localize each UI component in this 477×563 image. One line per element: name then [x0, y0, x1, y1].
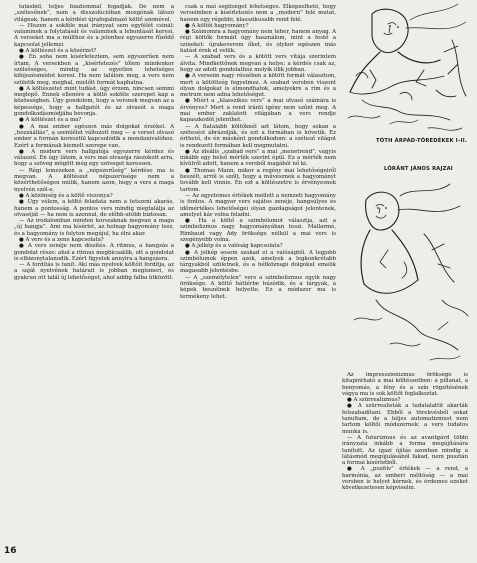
paragraph: ● Thomas Mann, mikor a regény mai lehetőségeiről beszélt, arról is szólt, hogy a művésznek a hagyományt tovább kell vinnie. Én ezt a költészetre is érvényesnek tartom.	[180, 167, 336, 193]
paragraph: ● Az ideális „szabad vers” a mai „menetrend”, vagyis inkább egy belső mérték szerint épül. Ez a mérték nem kívülről adott, hanem a versből magából nő ki.	[180, 148, 336, 168]
paragraph: ● Számomra a hagyomány nem teher, hanem anyag. A régi költők formáit úgy használom, mint a festő a színeket: újrakeverem őket, és olykor egészen más hatást érek el velük.	[180, 29, 336, 55]
paragraph: — A fiatalabb költőknél azt látom, hogy sokan a szétesést ábrázolják, és ezt a formában is követik. Ez érthető, de én másként gondolkodom: a széteső világot is rendezett formában kell megmutatni.	[180, 123, 336, 149]
paragraph: — A fordítás is tanít. Aki más nyelvek költőit fordítja, az a saját nyelvének határait is jobban megismeri, és gyakran ott talál új lehetőséget, ahol addig falba ütközött.	[14, 262, 174, 281]
paragraph: — Az irodalomban minden korszaknak megvan a maga „új hangja”. Ami ma kísérlet, az holnap hagyomány lesz, és a hagyomány is folyton megújul, ha élni akar.	[14, 218, 174, 237]
paragraph: ● A jelkép sosem szakad el a valóságtól. A legjobb szimbólumok éppen azok, amelyek a legkonkrétabb tárgyakból születnek, és a hétköznapi dolgokat emelik magasabb jelentésbe.	[180, 249, 336, 275]
paragraph: — Régi lemezeken a „népszerűség” kérdése ma is megvan. A költészet népszerűsége nem a közérthetőségen múlik, hanem azon, hogy a vers a maga nyelvén szól-e.	[14, 167, 174, 193]
paragraph: ● A közönség és a költő viszonya?	[19, 192, 113, 199]
paragraph: ● A szürrealizmus?	[347, 397, 401, 404]
paragraph: — A szabad vers és a kötött vers vitája szerintem álvita. Mindkettőnek megvan a helye; a kérdés csak az, hogy az adott gondolathoz melyik illik jobban.	[180, 54, 336, 73]
paragraph: ● A költészetet mint tudást, úgy érzem, nincsen semmi meglepő. Ennek ellenére a költő sokféle szerepet kap a közösségben. Úgy gondolom, hogy a versnek megvan az a képessége, hogy a hallgatót és az olvasót a maga gondolkodásmódjába bevonja.	[14, 85, 174, 118]
paragraph: ● Én soha nem kísérleteztem, sem egyszerűen nem írtam. A versekben a „kísérletezés” tőlem mindenkor szélsőséges, mindig az egyetlen lehetséges kifejezésmódot keresi. Ha nem találom meg, a vers nem születik meg, meghal, mielőtt formát kaphatna.	[14, 54, 174, 86]
text-column-1	[14, 4, 174, 556]
paragraph: ● A költészet és a ma?	[19, 117, 82, 124]
paragraph: ● A szürrealisták a tudatalattit akarták felszabadítani. Ebből a törekvésből sokat tanultam, de a teljes automatizmust nem tartom költői módszernek: a vers tudatos munka is.	[342, 403, 468, 435]
paragraph: — A „személytelen” vers a szimbolizmus egyik nagy öröksége. A költő háttérbe húzódik, és a tárgyak, a képek beszélnek helyette. Ez a módszer ma is termékeny lehet.	[180, 274, 336, 300]
paragraph: ● A költői hagyomány?	[185, 22, 249, 29]
paragraph: ● Ha a költő a szimbólumot választja, azt a szimbolizmus nagy hagyományában teszi. Mallarmé, Rimbaud vagy Ady öröksége nélkül a mai vers is szegényebb volna.	[180, 218, 336, 243]
paragraph: ● A „pozitív” értékek — a rend, a harmónia, az emberi méltóság — a mai versben is helyet kérnek, és érdemes ezeket következetesen képviselni.	[342, 466, 468, 492]
text-column-3	[342, 372, 468, 558]
paragraph: ● A verseim nagy részében a kötött formát választom, mert a kötöttség fegyelmez. A szabad versben viszont olyan dolgokat is elmondhatok, amelyekre a rím és a metrum nem adna lehetőséget.	[180, 73, 336, 99]
ink-drawing-illustration	[340, 0, 477, 372]
paragraph: ● A költészet és a közérzet?	[19, 48, 97, 55]
illustration-title: TÓTH ÁRPÁD-TÖREDÉKEK I–II.	[376, 138, 468, 144]
paragraph: csak a mai segítséget lehetséges. Elképzelhető, hogy verseimben a kísérletezés nem a „modern” felé mutat, hanem egy régebbi, klasszikusabb rend felé.	[180, 4, 336, 23]
paragraph: — Az egyetemes értékek mellett a nemzeti hagyomány is fontos. A magyar vers sajátos zenéje, hangsúlyos és időmértékes lehetőségei olyan gazdagságot jelentenek, amelyet kár volna feladni.	[180, 192, 336, 218]
page-number: 16	[4, 546, 17, 556]
paragraph: tatásból, teljes biazlemmal fogadják. De nem a „szétesőnek”, nem a disszolúcióban mozgónak látszó világnak, hanem a kérdést újrafogalmazó költő szemével.	[14, 4, 174, 23]
paragraph: ● A jelkép és a valóság kapcsolata?	[185, 243, 283, 250]
paragraph: ● A mai ember egészen más dolgokat érzékel. A „hozzáállás”, a szemlélet változott meg — a verset olvasó ember a formán keresztül kapcsolódik a mondanivalóhoz. Ezért a formának kiemelt szerepe van.	[14, 123, 174, 149]
paragraph: ● A vers zenéje nem díszítés. A ritmus, a hangzás a gondolat része: ahol a ritmus megbicsaklik, ott a gondolat is elbizonytalanodik. Ezért figyelek annyira a hangzásra.	[14, 243, 174, 262]
paragraph: — Hiszen a sokféle mai irányzat sem egyfélét csinál: valaminek a folytatását és valaminek a lebontását keresi. A verseket ma a múlthoz és a jelenhez egyszerre fűződő kapcsolat jellemzi.	[14, 22, 174, 48]
paragraph: Az impresszionizmus öröksége is kitapintható a mai költészetben: a pillanat, a benyomás, a fény és a szín rögzítésének vágya ma is sok költőt foglalkoztat.	[342, 372, 468, 397]
paragraph: ● Úgy vélem, a költő feladata nem a tetszeni akarás, hanem a pontosság. A pontos vers mindig megtalálja az olvasóját — ha nem is azonnal, de előbb-utóbb biztosan.	[14, 199, 174, 218]
illustration-credit: LÓRÁNT JÁNOS RAJZAI	[384, 166, 453, 172]
paragraph: — A futurizmus és az avantgárd többi irányzata inkább a forma megújítására tanított. Az igazi újítás azonban mindig a látásmód megújulásából fakad, nem pusztán a formai kísérletből.	[342, 434, 468, 467]
paragraph: ● A vers és a zene kapcsolata?	[19, 236, 104, 243]
paragraph: ● A modern vers hallgatója egyszerre kérdez és válaszol. Én úgy látom, a vers mai olvasója rászokott arra, hogy a szöveg mögött még egy szöveget keressen.	[14, 148, 174, 168]
text-column-2	[180, 4, 336, 556]
paragraph: ● Miért a „klasszikus vers” a mai olvasó számára is érvényes? Mert a rend iránti igény nem szűnt meg. A mai ember zaklatott világában a vers rendje kapaszkodót jelenthet.	[180, 98, 336, 124]
